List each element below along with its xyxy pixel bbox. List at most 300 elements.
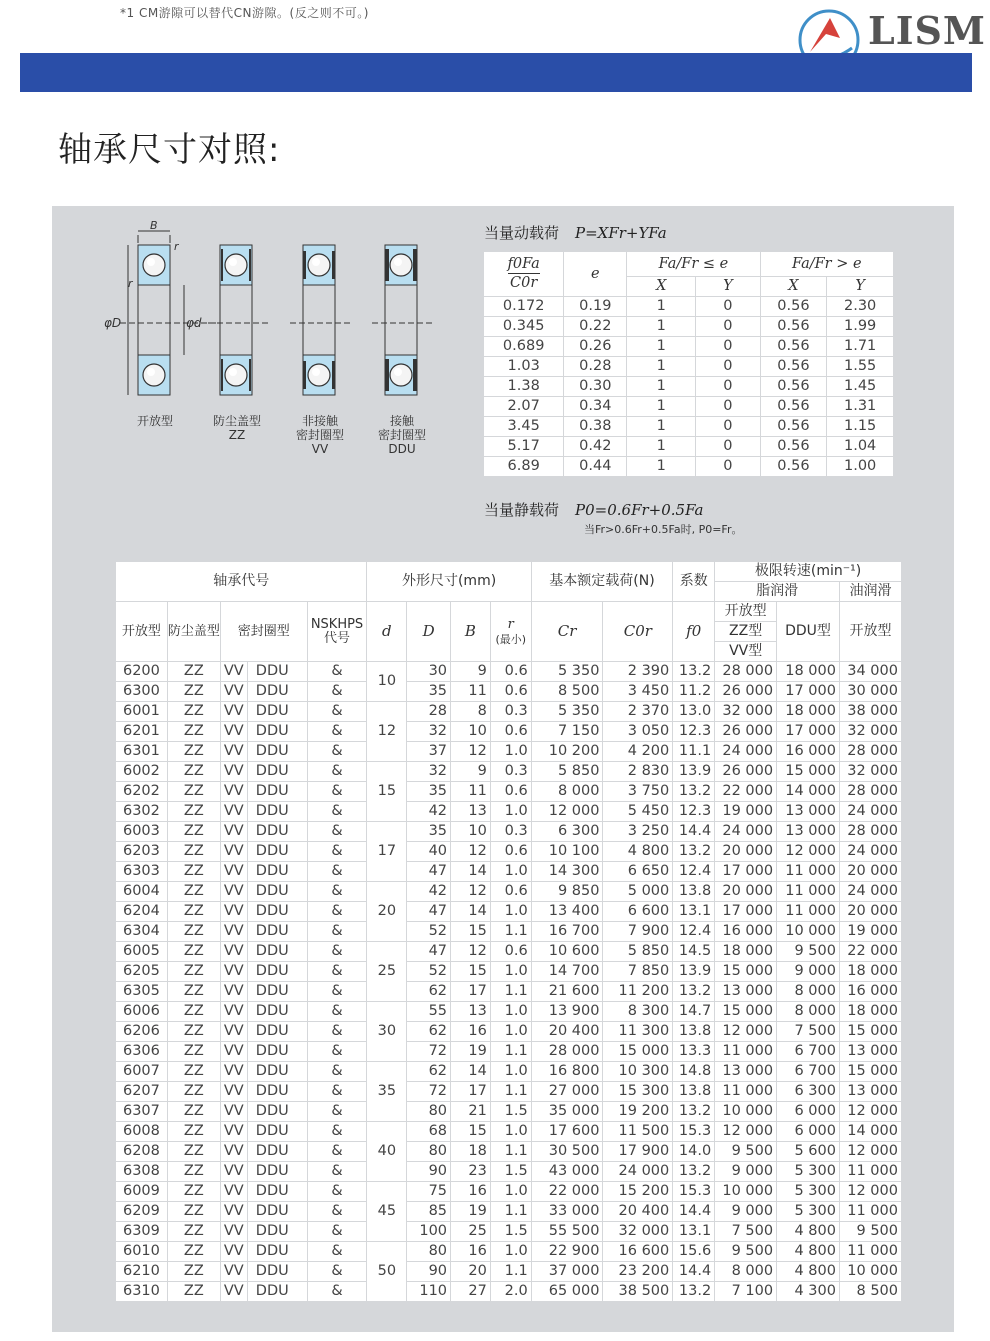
table-cell: 14.7: [673, 1002, 715, 1022]
table-cell: 65 000: [531, 1282, 603, 1302]
table-cell: 1.5: [490, 1102, 531, 1122]
table-cell: 13.9: [673, 762, 715, 782]
table-cell: 15 000: [715, 1002, 777, 1022]
table-cell: ZZ: [167, 1102, 220, 1122]
table-cell: 22 000: [715, 782, 777, 802]
table-row: [116, 682, 902, 702]
table-cell: 14.4: [673, 1262, 715, 1282]
table-cell: &: [307, 1202, 367, 1222]
factor-cell: 5.17: [484, 437, 564, 457]
table-row: [116, 1062, 902, 1082]
table-cell: 35 000: [531, 1102, 603, 1122]
table-cell: 80: [407, 1102, 451, 1122]
factor-row: [484, 317, 894, 337]
table-cell: 11 000: [715, 1042, 777, 1062]
logo-text: LISM: [868, 8, 986, 53]
table-cell: 6201: [116, 722, 168, 742]
table-cell: 32: [407, 722, 451, 742]
table-cell: 6 700: [777, 1042, 840, 1062]
header-cr: Cr: [531, 602, 603, 662]
table-cell: DDU: [247, 762, 307, 782]
table-cell: 17 000: [777, 682, 840, 702]
table-cell: 16: [451, 1242, 491, 1262]
table-cell: 14: [451, 1062, 491, 1082]
table-cell: VV: [220, 802, 247, 822]
table-cell: VV: [220, 742, 247, 762]
factor-cell: 1.71: [827, 337, 894, 357]
ddu-bearing-drawing: [372, 245, 434, 395]
bore-diameter-cell: 40: [367, 1122, 407, 1182]
table-cell: &: [307, 702, 367, 722]
table-cell: 12.3: [673, 802, 715, 822]
table-cell: 13 000: [777, 802, 840, 822]
table-cell: 17 900: [603, 1142, 673, 1162]
table-cell: &: [307, 1162, 367, 1182]
table-cell: 17 000: [715, 862, 777, 882]
factor-cell: 1.31: [827, 397, 894, 417]
table-cell: 7 100: [715, 1282, 777, 1302]
factor-cell: 0.689: [484, 337, 564, 357]
page-title: 轴承尺寸对照:: [58, 130, 281, 170]
table-cell: 42: [407, 802, 451, 822]
table-cell: 1.0: [490, 1022, 531, 1042]
table-cell: 32 000: [839, 762, 901, 782]
factor-header-y1: Y: [696, 277, 760, 297]
table-cell: VV: [220, 722, 247, 742]
table-cell: 6200: [116, 662, 168, 682]
table-cell: 6305: [116, 982, 168, 1002]
label-vv-type: 非接触 密封圈型 VV: [295, 414, 344, 456]
table-cell: 15.6: [673, 1242, 715, 1262]
table-cell: &: [307, 762, 367, 782]
table-cell: 1.0: [490, 1122, 531, 1142]
table-cell: 62: [407, 1062, 451, 1082]
table-cell: 12 000: [715, 1022, 777, 1042]
table-cell: 16 700: [531, 922, 603, 942]
factor-cell: 0: [696, 337, 760, 357]
factor-cell: 0: [696, 317, 760, 337]
table-row: [116, 982, 902, 1002]
factor-row: [484, 377, 894, 397]
table-cell: VV: [220, 1222, 247, 1242]
table-cell: 32 000: [839, 722, 901, 742]
table-cell: ZZ: [167, 702, 220, 722]
table-cell: 11: [451, 682, 491, 702]
table-cell: 26 000: [715, 762, 777, 782]
table-cell: 35: [407, 682, 451, 702]
table-cell: VV: [220, 1162, 247, 1182]
table-cell: 16 800: [531, 1062, 603, 1082]
factor-cell: 2.30: [827, 297, 894, 317]
table-cell: 12 000: [839, 1182, 901, 1202]
factor-row: [484, 357, 894, 377]
table-cell: 8 000: [777, 982, 840, 1002]
table-cell: 13.2: [673, 842, 715, 862]
table-cell: 13 000: [839, 1082, 901, 1102]
table-cell: 6308: [116, 1162, 168, 1182]
header-dust-cover: 防尘盖型: [167, 602, 220, 662]
table-cell: 1.0: [490, 742, 531, 762]
table-cell: &: [307, 862, 367, 882]
table-cell: 13.8: [673, 882, 715, 902]
table-cell: 13.2: [673, 1162, 715, 1182]
table-cell: 80: [407, 1242, 451, 1262]
header-bar: [20, 53, 972, 92]
table-cell: DDU: [247, 1082, 307, 1102]
table-cell: 14.0: [673, 1142, 715, 1162]
table-cell: ZZ: [167, 1042, 220, 1062]
table-cell: ZZ: [167, 1202, 220, 1222]
table-cell: 13 900: [531, 1002, 603, 1022]
table-cell: 40: [407, 842, 451, 862]
table-cell: 0.6: [490, 782, 531, 802]
table-cell: 0.6: [490, 942, 531, 962]
table-cell: 19 200: [603, 1102, 673, 1122]
factor-cell: 1.04: [827, 437, 894, 457]
factor-cell: 0: [696, 457, 760, 477]
table-cell: 6306: [116, 1042, 168, 1062]
table-cell: 4 800: [603, 842, 673, 862]
factor-cell: 0.56: [760, 297, 827, 317]
table-cell: VV: [220, 1062, 247, 1082]
table-cell: VV: [220, 662, 247, 682]
label-zz-type: 防尘盖型 ZZ: [212, 414, 261, 442]
header-coefficient: 系数: [673, 562, 715, 602]
table-cell: &: [307, 982, 367, 1002]
table-cell: DDU: [247, 1242, 307, 1262]
table-cell: ZZ: [167, 942, 220, 962]
table-cell: 14.5: [673, 942, 715, 962]
table-cell: VV: [220, 782, 247, 802]
table-cell: 13 000: [715, 1062, 777, 1082]
table-cell: &: [307, 822, 367, 842]
factor-cell: 0: [696, 377, 760, 397]
table-cell: VV: [220, 982, 247, 1002]
table-cell: 37 000: [531, 1262, 603, 1282]
table-cell: 1.5: [490, 1222, 531, 1242]
table-cell: &: [307, 802, 367, 822]
factor-cell: 1.45: [827, 377, 894, 397]
table-cell: VV: [220, 1082, 247, 1102]
table-cell: VV: [220, 1242, 247, 1262]
table-cell: 15: [451, 922, 491, 942]
table-cell: 1.1: [490, 1042, 531, 1062]
table-cell: 19: [451, 1042, 491, 1062]
table-cell: &: [307, 962, 367, 982]
table-cell: 28 000: [715, 662, 777, 682]
table-cell: 1.1: [490, 982, 531, 1002]
header-d-inner: d: [367, 602, 407, 662]
factor-header-x1: X: [627, 277, 696, 297]
table-cell: 10 000: [715, 1102, 777, 1122]
table-cell: DDU: [247, 802, 307, 822]
factor-cell: 1: [627, 397, 696, 417]
factor-cell: 2.07: [484, 397, 564, 417]
table-cell: 4 200: [603, 742, 673, 762]
factor-table: [483, 251, 894, 477]
table-cell: 15.3: [673, 1182, 715, 1202]
table-cell: 15.3: [673, 1122, 715, 1142]
bearing-diagrams: [100, 215, 440, 415]
table-cell: 6307: [116, 1102, 168, 1122]
table-cell: VV: [220, 1282, 247, 1302]
table-cell: 55: [407, 1002, 451, 1022]
table-row: [116, 702, 902, 722]
table-cell: &: [307, 1102, 367, 1122]
table-cell: ZZ: [167, 1022, 220, 1042]
table-cell: &: [307, 882, 367, 902]
table-cell: 15: [451, 1122, 491, 1142]
factor-header-gt: Fa/Fr > e: [760, 252, 893, 277]
table-cell: 1.0: [490, 862, 531, 882]
table-cell: 30 500: [531, 1142, 603, 1162]
table-cell: 13.0: [673, 702, 715, 722]
table-cell: 10 600: [531, 942, 603, 962]
header-load-rating: 基本额定载荷(N): [531, 562, 673, 602]
table-cell: ZZ: [167, 902, 220, 922]
table-cell: 6007: [116, 1062, 168, 1082]
factor-cell: 0.56: [760, 337, 827, 357]
table-cell: 35: [407, 782, 451, 802]
table-cell: ZZ: [167, 1122, 220, 1142]
dim-inner-d-label: φd: [186, 316, 202, 330]
table-cell: 13.2: [673, 782, 715, 802]
table-cell: DDU: [247, 782, 307, 802]
table-cell: 21: [451, 1102, 491, 1122]
factor-header-le: Fa/Fr ≤ e: [627, 252, 760, 277]
table-cell: 13 400: [531, 902, 603, 922]
factor-cell: 1: [627, 377, 696, 397]
table-cell: &: [307, 682, 367, 702]
table-row: [116, 1042, 902, 1062]
table-cell: 17 000: [777, 722, 840, 742]
table-cell: 20 000: [715, 882, 777, 902]
table-cell: 6206: [116, 1022, 168, 1042]
table-cell: 1.0: [490, 1182, 531, 1202]
table-cell: 9: [451, 762, 491, 782]
table-cell: DDU: [247, 1002, 307, 1022]
factor-cell: 0: [696, 297, 760, 317]
table-cell: 16 000: [715, 922, 777, 942]
table-cell: 7 850: [603, 962, 673, 982]
bore-diameter-cell: 25: [367, 942, 407, 1002]
table-cell: 14.4: [673, 1202, 715, 1222]
table-cell: 18 000: [839, 1002, 901, 1022]
table-cell: ZZ: [167, 882, 220, 902]
table-cell: 34 000: [839, 662, 901, 682]
table-cell: 47: [407, 862, 451, 882]
table-cell: VV: [220, 1122, 247, 1142]
table-cell: ZZ: [167, 722, 220, 742]
table-cell: 13.9: [673, 962, 715, 982]
table-cell: 8 000: [531, 782, 603, 802]
header-nskhps: NSKHPS 代号: [307, 602, 367, 662]
table-cell: 15 000: [603, 1042, 673, 1062]
table-cell: ZZ: [167, 1142, 220, 1162]
table-cell: 19: [451, 1202, 491, 1222]
factor-cell: 0: [696, 437, 760, 457]
header-grease-open: 开放型: [715, 602, 777, 622]
table-cell: 6209: [116, 1202, 168, 1222]
dynamic-load-heading: 当量动载荷 P=XFr+YFa: [484, 224, 667, 242]
table-cell: 43 000: [531, 1162, 603, 1182]
table-cell: 8 500: [839, 1282, 901, 1302]
table-cell: 11 500: [603, 1122, 673, 1142]
table-cell: 8 000: [777, 1002, 840, 1022]
table-cell: 28: [407, 702, 451, 722]
table-cell: ZZ: [167, 1162, 220, 1182]
table-cell: 16 600: [603, 1242, 673, 1262]
table-cell: DDU: [247, 742, 307, 762]
header-dimensions: 外形尺寸(mm): [367, 562, 531, 602]
table-cell: &: [307, 1182, 367, 1202]
table-cell: DDU: [247, 1142, 307, 1162]
table-cell: DDU: [247, 922, 307, 942]
bore-diameter-cell: 45: [367, 1182, 407, 1242]
table-cell: 52: [407, 922, 451, 942]
table-cell: ZZ: [167, 1262, 220, 1282]
table-cell: 24 000: [839, 882, 901, 902]
table-cell: &: [307, 1022, 367, 1042]
table-cell: 16 000: [839, 982, 901, 1002]
table-cell: 12: [451, 742, 491, 762]
header-c0r: C0r: [603, 602, 673, 662]
table-row: [116, 1222, 902, 1242]
table-cell: DDU: [247, 982, 307, 1002]
table-cell: 38 000: [839, 702, 901, 722]
table-cell: VV: [220, 1182, 247, 1202]
table-cell: 5 300: [777, 1162, 840, 1182]
table-cell: 7 500: [715, 1222, 777, 1242]
table-cell: 13.8: [673, 1022, 715, 1042]
table-cell: &: [307, 1042, 367, 1062]
table-cell: 11.2: [673, 682, 715, 702]
table-cell: 62: [407, 1022, 451, 1042]
table-cell: 5 350: [531, 662, 603, 682]
table-cell: &: [307, 1262, 367, 1282]
static-load-heading: 当量静载荷 P0=0.6Fr+0.5Fa: [484, 501, 704, 519]
table-cell: 6001: [116, 702, 168, 722]
table-cell: 6005: [116, 942, 168, 962]
table-row: [116, 1082, 902, 1102]
table-cell: 6303: [116, 862, 168, 882]
table-cell: 30: [407, 662, 451, 682]
table-cell: DDU: [247, 702, 307, 722]
table-cell: 90: [407, 1162, 451, 1182]
table-cell: 6203: [116, 842, 168, 862]
table-cell: 72: [407, 1042, 451, 1062]
table-cell: 2.0: [490, 1282, 531, 1302]
table-cell: 6006: [116, 1002, 168, 1022]
table-cell: DDU: [247, 662, 307, 682]
bore-diameter-cell: 35: [367, 1062, 407, 1122]
table-cell: VV: [220, 1142, 247, 1162]
dim-r-label-2: r: [128, 277, 133, 290]
table-cell: 12: [451, 882, 491, 902]
table-cell: 12 000: [531, 802, 603, 822]
table-cell: 13.3: [673, 1042, 715, 1062]
table-cell: 17: [451, 1082, 491, 1102]
factor-cell: 1.55: [827, 357, 894, 377]
table-cell: 18 000: [777, 702, 840, 722]
table-cell: 18 000: [715, 942, 777, 962]
table-cell: ZZ: [167, 822, 220, 842]
table-cell: 6202: [116, 782, 168, 802]
table-cell: 52: [407, 962, 451, 982]
dim-b-label: B: [150, 219, 158, 232]
table-cell: ZZ: [167, 1062, 220, 1082]
table-cell: 68: [407, 1122, 451, 1142]
table-cell: 2 370: [603, 702, 673, 722]
table-cell: 75: [407, 1182, 451, 1202]
table-cell: 6207: [116, 1082, 168, 1102]
table-cell: 21 600: [531, 982, 603, 1002]
table-cell: ZZ: [167, 1082, 220, 1102]
table-row: [116, 1202, 902, 1222]
table-cell: 9 000: [715, 1162, 777, 1182]
table-cell: 1.0: [490, 1002, 531, 1022]
table-cell: 5 350: [531, 702, 603, 722]
table-cell: 11 300: [603, 1022, 673, 1042]
table-cell: DDU: [247, 1042, 307, 1062]
table-cell: 11 000: [839, 1202, 901, 1222]
factor-cell: 0.34: [564, 397, 627, 417]
table-cell: 16: [451, 1182, 491, 1202]
table-cell: 23 200: [603, 1262, 673, 1282]
table-cell: &: [307, 1062, 367, 1082]
table-cell: 15 000: [777, 762, 840, 782]
table-cell: DDU: [247, 1102, 307, 1122]
table-cell: 9 000: [715, 1202, 777, 1222]
table-cell: 14: [451, 902, 491, 922]
table-cell: 5 600: [777, 1142, 840, 1162]
table-row: [116, 802, 902, 822]
table-cell: 14 000: [839, 1122, 901, 1142]
table-cell: VV: [220, 1002, 247, 1022]
factor-cell: 0.56: [760, 457, 827, 477]
factor-cell: 1.15: [827, 417, 894, 437]
table-cell: &: [307, 722, 367, 742]
table-cell: 13 000: [839, 1042, 901, 1062]
table-cell: DDU: [247, 1182, 307, 1202]
table-cell: 13.8: [673, 1082, 715, 1102]
table-cell: 18 000: [777, 662, 840, 682]
table-cell: 19 000: [715, 802, 777, 822]
table-cell: 9 500: [715, 1142, 777, 1162]
table-cell: 12.4: [673, 862, 715, 882]
table-cell: 24 000: [839, 802, 901, 822]
vv-bearing-drawing: [290, 245, 352, 395]
table-cell: &: [307, 922, 367, 942]
table-cell: 16 000: [777, 742, 840, 762]
table-cell: 6003: [116, 822, 168, 842]
factor-header-ratio: f0Fa C0r: [484, 252, 564, 297]
table-row: [116, 862, 902, 882]
factor-row: [484, 457, 894, 477]
table-row: [116, 742, 902, 762]
header-bearing-code: 轴承代号: [116, 562, 367, 602]
table-cell: 22 000: [531, 1182, 603, 1202]
factor-cell: 1: [627, 417, 696, 437]
table-cell: 5 000: [603, 882, 673, 902]
table-cell: 13.2: [673, 1282, 715, 1302]
table-cell: ZZ: [167, 742, 220, 762]
table-cell: 32 000: [603, 1222, 673, 1242]
factor-cell: 1.03: [484, 357, 564, 377]
table-cell: 1.1: [490, 1142, 531, 1162]
table-cell: 20 400: [531, 1022, 603, 1042]
table-row: [116, 1002, 902, 1022]
